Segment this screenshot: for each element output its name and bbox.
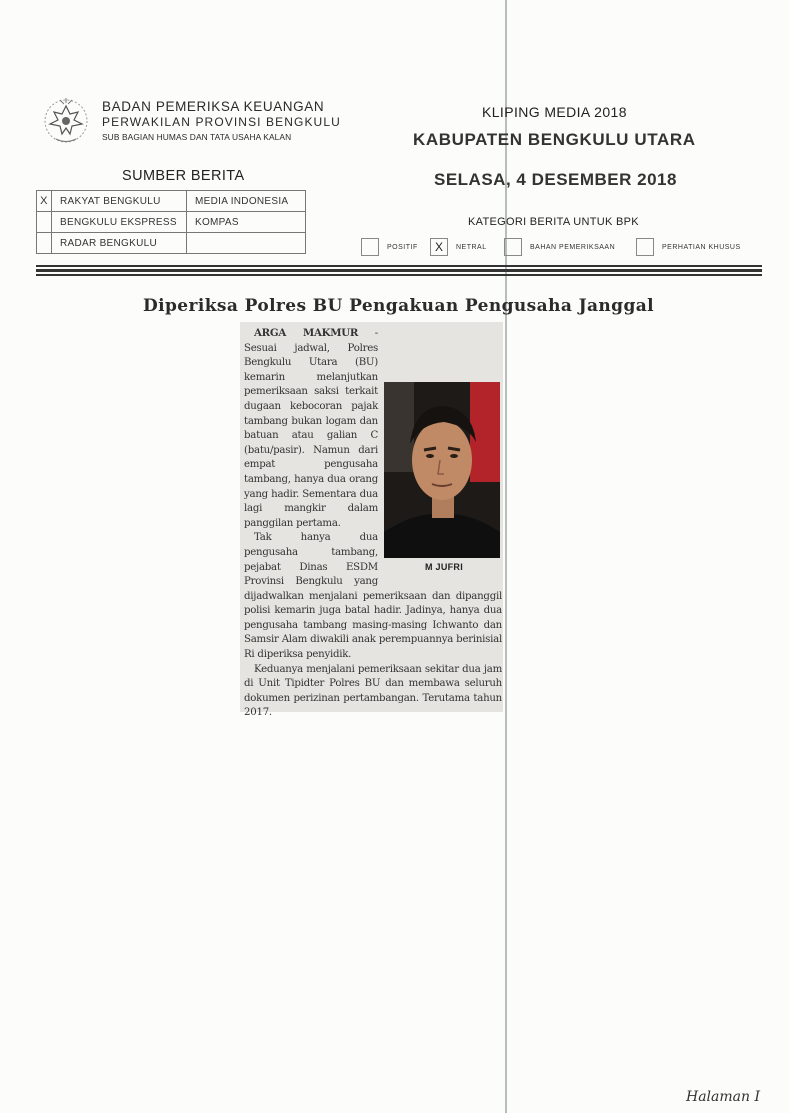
kategori-netral xyxy=(430,237,487,257)
article-paragraph-text: - Sesuai jadwal, Polres Bengkulu Utara (BU) kemarin melanjutkan pemeriksaan saksi terkait dugaan kebocoran pajak tambang bukan logam dan batuan atau galian C (batu/pasir). Namun dari empat pengusaha tambang, hanya dua orang yang hadir. Sementara dua lagi mangkir dalam panggilan pertama. xyxy=(244,328,378,529)
divider-rule xyxy=(36,265,762,267)
org-subdivision: SUB BAGIAN HUMAS DAN TATA USAHA KALAN xyxy=(102,132,292,142)
kategori-checkbox xyxy=(636,238,654,256)
source-cell: KOMPAS xyxy=(187,212,306,233)
source-cell: RAKYAT BENGKULU xyxy=(52,191,187,212)
portrait-photo-icon xyxy=(384,382,500,558)
scan-fold-line xyxy=(505,0,507,1113)
article-photo xyxy=(384,382,504,572)
photo-caption: M JUFRI xyxy=(424,562,464,572)
kliping-title: KLIPING MEDIA 2018 xyxy=(482,104,627,120)
source-check-mark: X xyxy=(37,191,52,212)
kategori-label: PERHATIAN KHUSUS xyxy=(662,243,741,251)
kategori-label: NETRAL xyxy=(456,243,487,251)
article-body xyxy=(244,326,502,721)
source-cell: MEDIA INDONESIA xyxy=(187,191,306,212)
article-paragraph: Tak hanya dua pengusaha tambang, pejabat Dinas ESDM Provinsi Bengkulu yang dijadwalkan menjalani pemeriksaan dan dipanggil polisi kemarin juga batal hadir. Jadinya, hanya dua pengusaha tambang masing-masing Ichwanto dan Samsir Alam diwakili anak perempuannya berinisial Ri diperiksa penyidik. xyxy=(244,532,502,661)
source-cell xyxy=(187,233,306,254)
source-check-mark xyxy=(37,212,52,233)
source-cell: BENGKULU EKSPRESS xyxy=(52,212,187,233)
divider-rule xyxy=(36,274,762,276)
source-check-mark xyxy=(37,233,52,254)
table-row xyxy=(37,191,306,212)
kategori-checkbox xyxy=(361,238,379,256)
kategori-checkbox: X xyxy=(430,238,448,256)
article-dateline: ARGA MAKMUR xyxy=(254,327,359,339)
page-number: Halaman I xyxy=(686,1089,760,1105)
kategori-positif xyxy=(361,237,418,257)
kategori-checkbox xyxy=(504,238,522,256)
org-name: BADAN PEMERIKSA KEUANGAN xyxy=(102,99,325,114)
publication-date: SELASA, 4 DESEMBER 2018 xyxy=(434,170,677,189)
sumber-berita-table xyxy=(36,190,306,254)
article-headline: Diperiksa Polres BU Pengakuan Pengusaha Janggal xyxy=(143,296,655,316)
kategori-bahan-pemeriksaan xyxy=(504,237,615,257)
divider-rule xyxy=(36,269,762,272)
kategori-label: BAHAN PEMERIKSAAN xyxy=(530,243,616,251)
table-row xyxy=(37,212,306,233)
kategori-title: KATEGORI BERITA UNTUK BPK xyxy=(468,216,639,228)
kategori-label: POSITIF xyxy=(387,243,418,251)
table-row xyxy=(37,233,306,254)
kabupaten-title: KABUPATEN BENGKULU UTARA xyxy=(413,130,696,149)
article-paragraph: Keduanya menjalani pemeriksaan sekitar dua jam di Unit Tipidter Polres BU dan membawa seluruh dokumen perizinan pertambangan. Terutama tahun 2017. xyxy=(244,663,502,719)
source-cell: RADAR BENGKULU xyxy=(52,233,187,254)
org-branch: PERWAKILAN PROVINSI BENGKULU xyxy=(102,115,341,129)
kategori-perhatian-khusus xyxy=(636,237,741,257)
sumber-berita-title: SUMBER BERITA xyxy=(122,168,245,184)
bpk-emblem-icon xyxy=(38,92,94,148)
organization-block xyxy=(102,99,341,144)
